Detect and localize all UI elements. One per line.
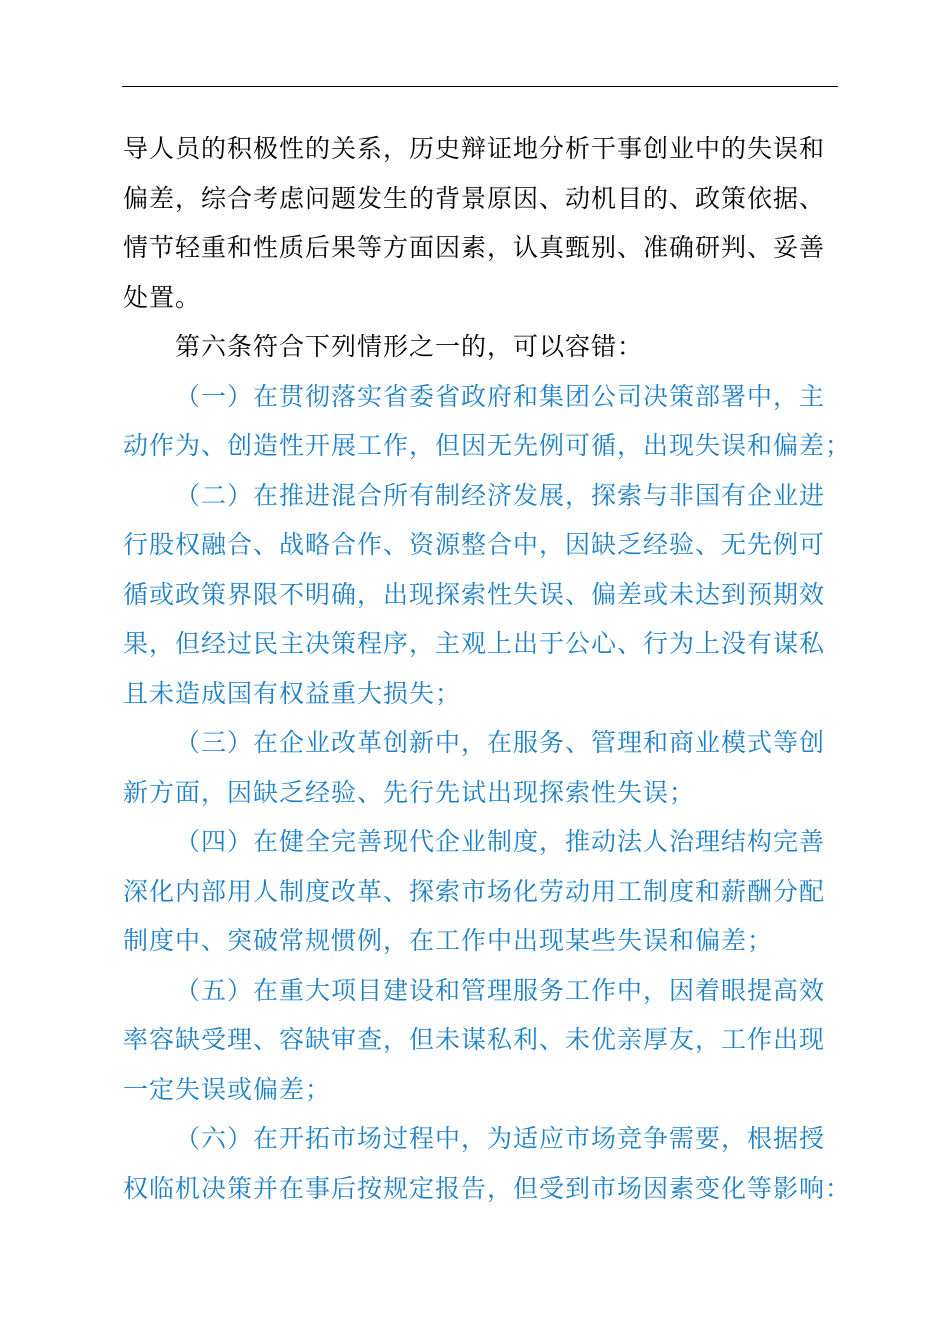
document-body — [123, 124, 852, 1213]
clause-2-line: 果，但经过民主决策程序，主观上出于公心、行为上没有谋私 — [123, 629, 826, 658]
clause-5-line: 一定失误或偏差； — [123, 1074, 332, 1104]
clause-3-line: 新方面，因缺乏经验、先行先试出现探索性失误； — [123, 777, 696, 807]
clause-2-line: （二）在推进混合所有制经济发展，探索与非国有企业进 — [175, 480, 826, 510]
clause-5-line: 率容缺受理、容缺审查，但未谋私利、未优亲厚友，工作出现 — [123, 1025, 826, 1054]
header-rule — [122, 86, 838, 87]
clause-4-line: 制度中、突破常规惯例，在工作中出现某些失误和偏差； — [123, 926, 774, 955]
clause-5-line: （五）在重大项目建设和管理服务工作中，因着眼提高效 — [175, 975, 826, 1005]
text-line: 导人员的积极性的关系，历史辩证地分析干事创业中的失误和 — [123, 134, 826, 163]
clause-4-line: （四）在健全完善现代企业制度，推动法人治理结构完善 — [175, 827, 826, 856]
clause-4-line: 深化内部用人制度改革、探索市场化劳动用工制度和薪酬分配 — [123, 876, 826, 906]
clause-2-line: 行股权融合、战略合作、资源整合中，因缺乏经验、无先例可 — [123, 530, 826, 559]
article-heading: 第六条符合下列情形之一的，可以容错： — [175, 332, 644, 361]
clause-1-line: 动作为、创造性开展工作，但因无先例可循，出现失误和偏差； — [123, 431, 852, 460]
clause-2-line: 循或政策界限不明确，出现探索性失误、偏差或未达到预期效 — [123, 579, 826, 609]
clause-6-line: （六）在开拓市场过程中，为适应市场竞争需要，根据授 — [175, 1124, 826, 1153]
text-line: 偏差，综合考虑问题发生的背景原因、动机目的、政策依据、 — [123, 183, 826, 213]
text-line: 情节轻重和性质后果等方面因素，认真甄别、准确研判、妥善 — [123, 233, 826, 262]
clause-2-line: 且未造成国有权益重大损失； — [123, 678, 462, 708]
text-line: 处置。 — [123, 282, 202, 312]
clause-3-line: （三）在企业改革创新中，在服务、管理和商业模式等创 — [175, 728, 826, 757]
clause-1-line: （一）在贯彻落实省委省政府和集团公司决策部署中，主 — [175, 381, 826, 411]
clause-6-line: 权临机决策并在事后按规定报告，但受到市场因素变化等影响： — [123, 1173, 852, 1203]
